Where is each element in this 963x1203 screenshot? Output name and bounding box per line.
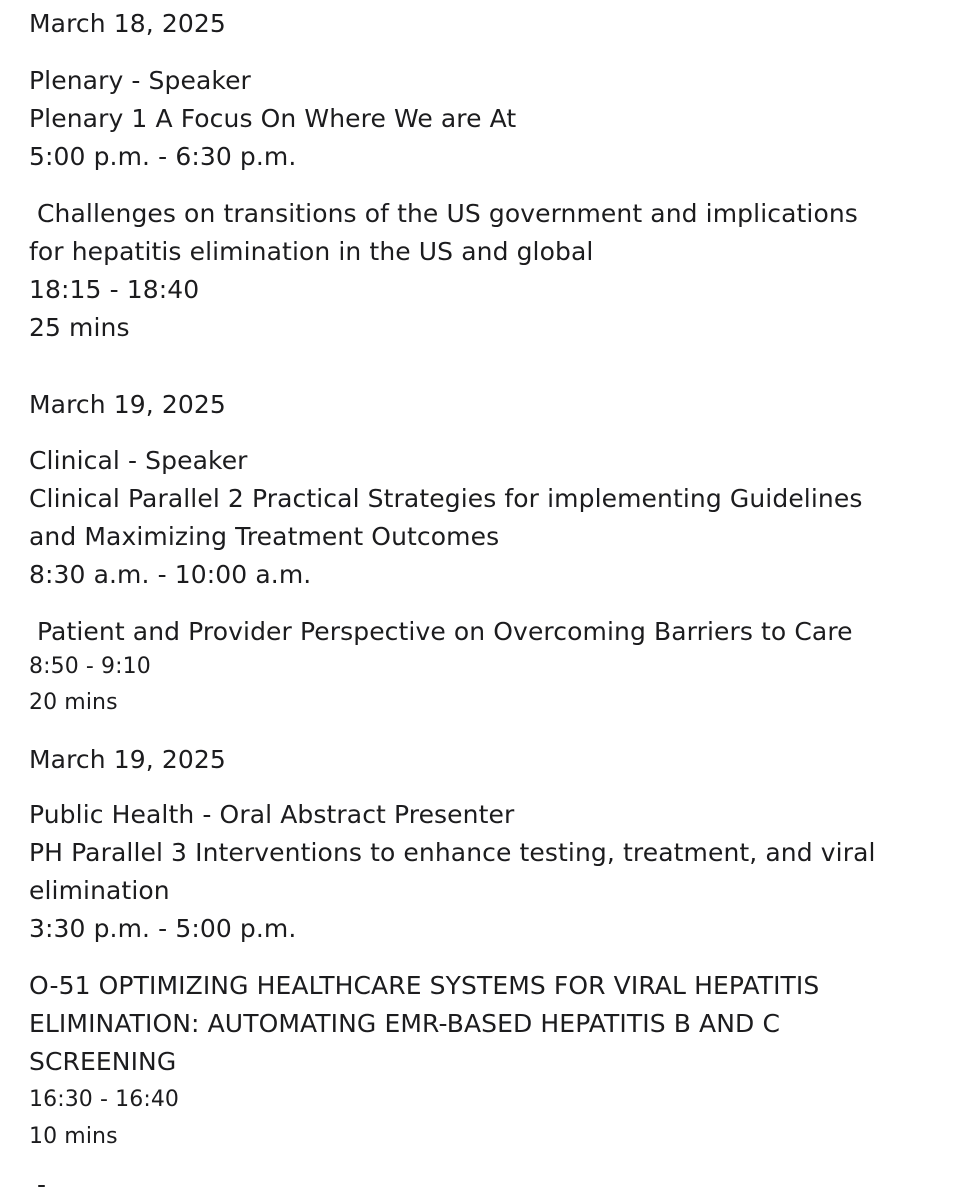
trailing-dash: - [37,1170,47,1199]
talk-title: O-51 OPTIMIZING HEALTHCARE SYSTEMS FOR VIRAL HEPATITIS [29,971,820,1000]
session-time: 3:30 p.m. - 5:00 p.m. [29,914,297,943]
entry-date: March 19, 2025 [29,390,226,419]
entry-role: Clinical - Speaker [29,446,248,475]
talk-title: Challenges on transitions of the US government and implications [37,199,858,228]
talk-time: 18:15 - 18:40 [29,275,200,304]
talk-title: Patient and Provider Perspective on Overcoming Barriers to Care [37,617,853,646]
session-time: 8:30 a.m. - 10:00 a.m. [29,560,312,589]
entry-date: March 18, 2025 [29,9,226,38]
talk-duration: 25 mins [29,313,130,342]
talk-duration: 10 mins [29,1124,118,1149]
entry-date: March 19, 2025 [29,745,226,774]
entry-role: Public Health - Oral Abstract Presenter [29,800,515,829]
session-title: PH Parallel 3 Interventions to enhance testing, treatment, and viral [29,838,876,867]
talk-time: 8:50 - 9:10 [29,654,151,679]
session-title: Plenary 1 A Focus On Where We are At [29,104,517,133]
session-title: elimination [29,876,170,905]
talk-title: for hepatitis elimination in the US and global [29,237,594,266]
talk-duration: 20 mins [29,690,118,715]
session-time: 5:00 p.m. - 6:30 p.m. [29,142,297,171]
session-title: and Maximizing Treatment Outcomes [29,522,500,551]
entry-role: Plenary - Speaker [29,66,251,95]
talk-title: ELIMINATION: AUTOMATING EMR-BASED HEPATITIS B AND C [29,1009,780,1038]
session-title: Clinical Parallel 2 Practical Strategies for implementing Guidelines [29,484,863,513]
talk-title: SCREENING [29,1047,177,1076]
talk-time: 16:30 - 16:40 [29,1087,180,1112]
